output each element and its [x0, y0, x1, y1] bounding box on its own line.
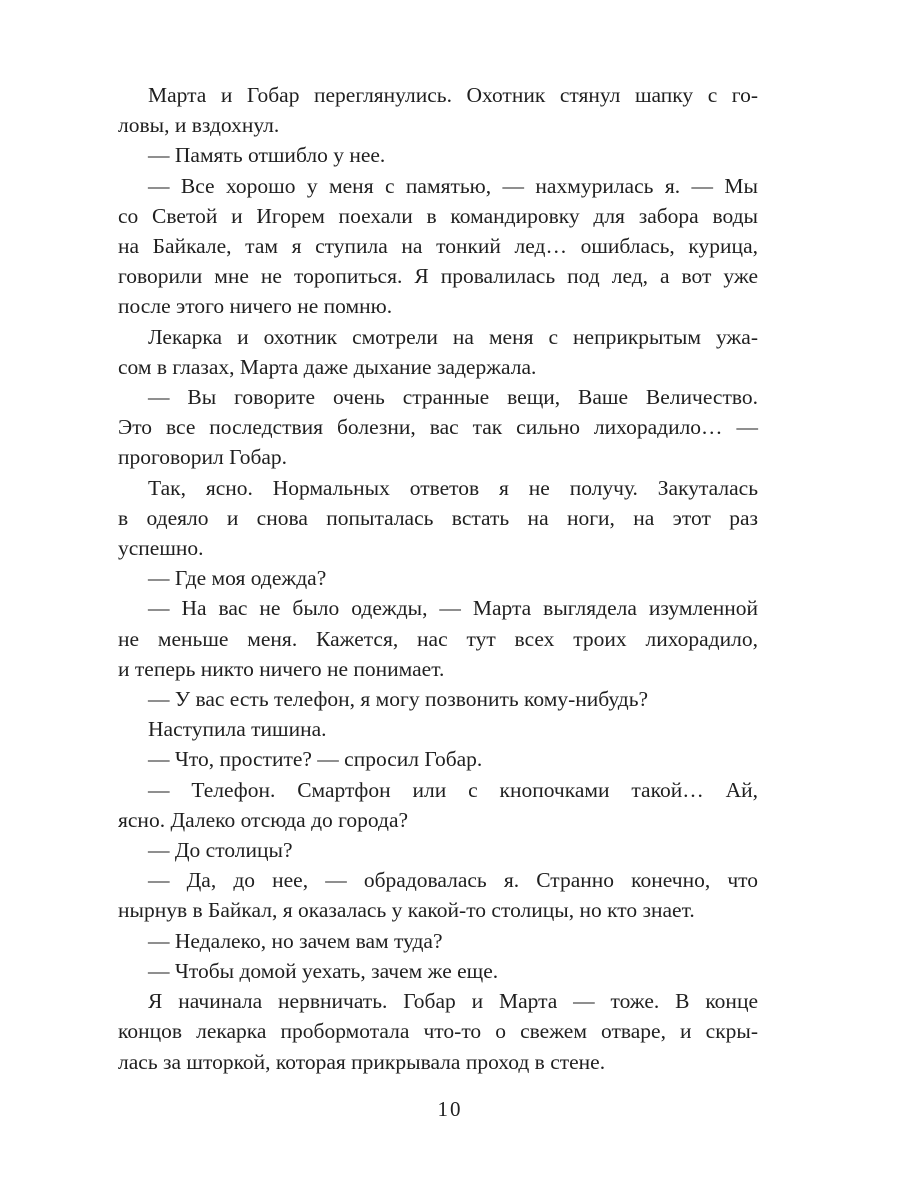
- paragraph: [118, 986, 758, 1077]
- text-line: Лекарка и охотник смотрели на меня с неприкрытым ужа-: [148, 324, 758, 349]
- paragraph: [118, 865, 758, 925]
- paragraph: [118, 382, 758, 473]
- paragraph: [118, 322, 758, 382]
- paragraph: [118, 171, 758, 322]
- paragraph: [118, 80, 758, 140]
- text-line: успешно.: [118, 536, 204, 561]
- text-line: концов лекарка пробормотала что-то о свежем отваре, и скры-: [118, 1019, 758, 1044]
- text-line: проговорил Гобар.: [118, 445, 288, 470]
- paragraph: [118, 956, 758, 986]
- paragraph: [118, 835, 758, 865]
- text-line: сом в глазах, Марта даже дыхание задержала.: [118, 354, 537, 379]
- paragraph: [118, 926, 758, 956]
- text-line: Так, ясно. Нормальных ответов я не получу. Закуталась: [148, 475, 758, 500]
- text-line: нырнув в Байкал, я оказалась у какой-то столицы, но кто знает.: [118, 898, 695, 923]
- text-line: — Да, до нее, — обрадовалась я. Странно конечно, что: [148, 868, 758, 893]
- paragraph: [118, 140, 758, 170]
- paragraph: [118, 593, 758, 684]
- text-line: — Чтобы домой уехать, зачем же еще.: [148, 958, 499, 983]
- paragraph: [118, 744, 758, 774]
- paragraph: [118, 714, 758, 744]
- text-line: — Телефон. Смартфон или с кнопочками такой… Ай,: [148, 777, 758, 802]
- text-line: — Что, простите? — спросил Гобар.: [148, 747, 483, 772]
- text-line: говорили мне не торопиться. Я провалилась под лед, а вот уже: [118, 264, 758, 289]
- text-line: ловы, и вздохнул.: [118, 113, 280, 138]
- text-line: лась за шторкой, которая прикрывала проход в стене.: [118, 1049, 606, 1074]
- text-line: не меньше меня. Кажется, нас тут всех троих лихорадило,: [118, 626, 758, 651]
- text-line: — До столицы?: [148, 838, 293, 863]
- text-line: — Недалеко, но зачем вам туда?: [148, 928, 443, 953]
- text-line: — Где моя одежда?: [148, 566, 327, 591]
- text-line: на Байкале, там я ступила на тонкий лед… ошиблась, курица,: [118, 234, 758, 259]
- paragraph: [118, 684, 758, 714]
- text-line: — Память отшибло у нее.: [148, 143, 386, 168]
- text-line: — Все хорошо у меня с памятью, — нахмурилась я. — Мы: [148, 173, 758, 198]
- text-line: в одеяло и снова попыталась встать на ноги, на этот раз: [118, 505, 758, 530]
- text-line: Это все последствия болезни, вас так сильно лихорадило… —: [118, 415, 758, 440]
- text-line: — На вас не было одежды, — Марта выглядела изумленной: [148, 596, 758, 621]
- text-line: и теперь никто ничего не понимает.: [118, 656, 445, 681]
- book-page-body: [118, 80, 758, 1077]
- paragraph: [118, 473, 758, 564]
- text-line: ясно. Далеко отсюда до города?: [118, 807, 409, 832]
- text-line: Наступила тишина.: [148, 717, 327, 742]
- text-line: со Светой и Игорем поехали в командировку для забора воды: [118, 203, 758, 228]
- text-line: после этого ничего не помню.: [118, 294, 393, 319]
- text-line: — У вас есть телефон, я могу позвонить кому-нибудь?: [148, 687, 649, 712]
- paragraph: [118, 563, 758, 593]
- page-number: 10: [437, 1097, 463, 1121]
- text-line: Марта и Гобар переглянулись. Охотник стянул шапку с го-: [148, 83, 758, 107]
- paragraph: [118, 775, 758, 835]
- text-line: — Вы говорите очень странные вещи, Ваше Величество.: [148, 385, 758, 410]
- text-line: Я начинала нервничать. Гобар и Марта — тоже. В конце: [148, 989, 758, 1014]
